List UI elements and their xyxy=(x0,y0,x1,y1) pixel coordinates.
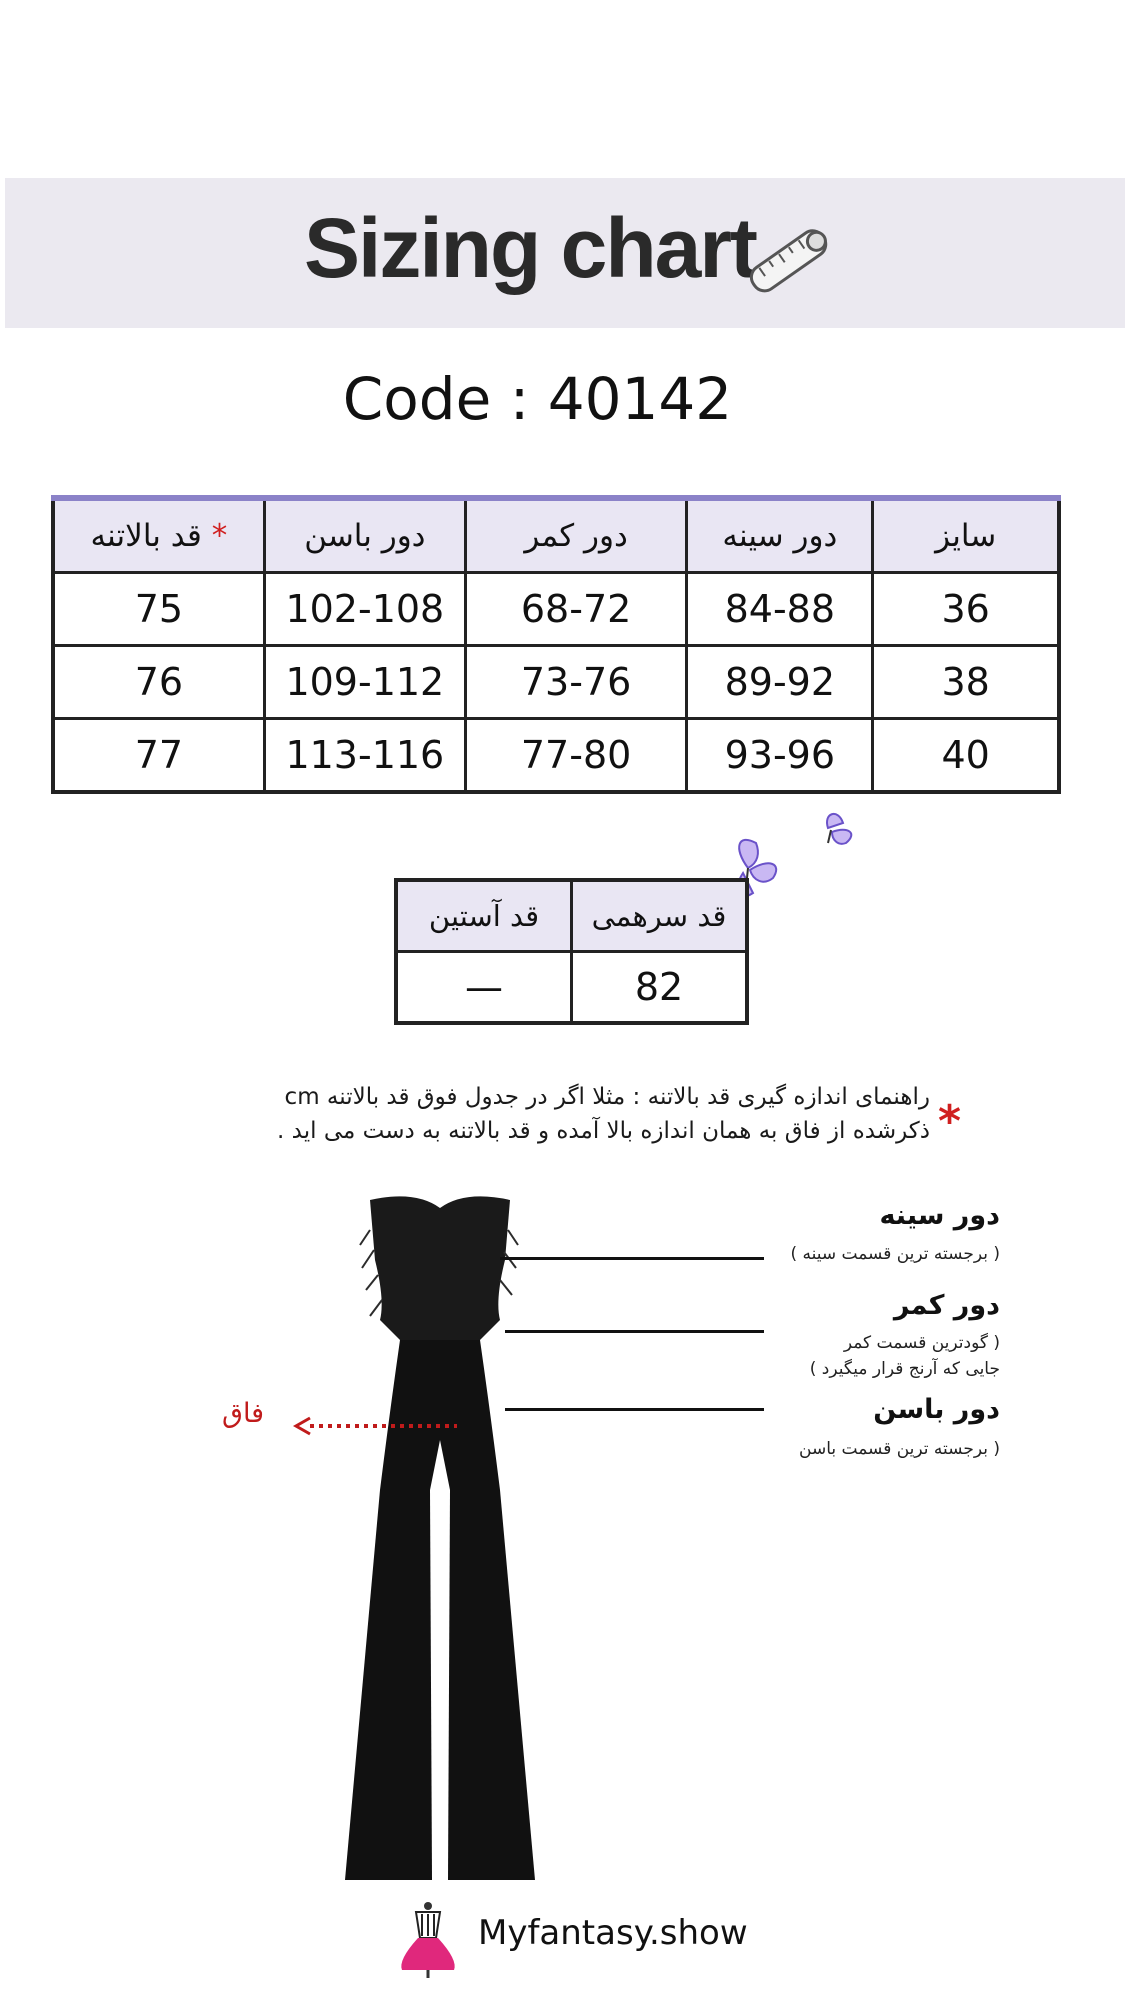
waist-subtitle-2: جایی که آرنج قرار میگیرد ) xyxy=(809,1359,1000,1379)
header-waist: دور کمر xyxy=(465,498,686,573)
bust-title: دور سینه xyxy=(879,1200,1000,1231)
header-hip: دور باسن xyxy=(264,498,465,573)
hip-title: دور باسن xyxy=(873,1394,1000,1425)
cell-torso: 76 xyxy=(53,646,264,719)
butterfly-icon xyxy=(728,808,868,918)
crotch-label: فاق xyxy=(222,1398,265,1429)
table-row xyxy=(53,646,1059,719)
header-bust: دور سینه xyxy=(687,498,873,573)
page-title: Sizing chart xyxy=(303,201,757,295)
cell-size: 36 xyxy=(873,573,1059,646)
header-size: سایز xyxy=(873,498,1059,573)
product-code: Code : 40142 xyxy=(342,365,733,433)
cell-torso: 75 xyxy=(53,573,264,646)
cell-hip: 102-108 xyxy=(264,573,465,646)
waist-subtitle-1: ( گودترین قسمت کمر xyxy=(843,1333,1000,1353)
note-line-2: ذکرشده از فاق به همان اندازه بالا آمده و قد بالاتنه به دست می اید . xyxy=(277,1118,930,1144)
header-torso-length xyxy=(53,498,264,573)
asterisk-icon: * xyxy=(938,1096,962,1147)
cell-bust: 84-88 xyxy=(687,573,873,646)
table-row xyxy=(53,573,1059,646)
bust-subtitle: ( برجسته ترین قسمت سینه ) xyxy=(790,1244,1000,1264)
cell-waist: 77-80 xyxy=(465,719,686,793)
header-sleeve-length: قد آستین xyxy=(396,880,572,952)
hip-subtitle: ( برجسته ترین قسمت باسن xyxy=(799,1439,1000,1459)
extra-table-header-row xyxy=(396,880,747,952)
table-row xyxy=(396,952,747,1024)
jumpsuit-illustration xyxy=(340,1190,570,1880)
asterisk-icon: * xyxy=(211,518,228,554)
crotch-arrow-icon xyxy=(292,1414,462,1438)
dress-mannequin-icon xyxy=(388,1900,468,1980)
size-table xyxy=(51,495,1061,794)
waist-title: دور کمر xyxy=(893,1290,1000,1321)
note-line-1: راهنمای اندازه گیری قد بالاتنه : مثلا اگر در جدول فوق قد بالاتنه cm xyxy=(284,1084,930,1110)
cell-sleeve-length: — xyxy=(396,952,572,1024)
cell-hip: 113-116 xyxy=(264,719,465,793)
cell-size: 40 xyxy=(873,719,1059,793)
cell-waist: 73-76 xyxy=(465,646,686,719)
size-table-header-row xyxy=(53,498,1059,573)
torso-measure-note xyxy=(200,1080,930,1148)
cell-size: 38 xyxy=(873,646,1059,719)
extra-measurements-table xyxy=(394,878,749,1025)
cell-torso: 77 xyxy=(53,719,264,793)
brand-name: Myfantasy.show xyxy=(478,1913,748,1953)
measuring-tape-icon xyxy=(738,210,838,310)
torso-label: قد بالاتنه xyxy=(90,518,202,554)
cell-hip: 109-112 xyxy=(264,646,465,719)
cell-bust: 93-96 xyxy=(687,719,873,793)
table-row xyxy=(53,719,1059,793)
cell-jumpsuit-length: 82 xyxy=(572,952,748,1024)
cell-waist: 68-72 xyxy=(465,573,686,646)
header-jumpsuit-length: قد سرهمی xyxy=(572,880,748,952)
cell-bust: 89-92 xyxy=(687,646,873,719)
